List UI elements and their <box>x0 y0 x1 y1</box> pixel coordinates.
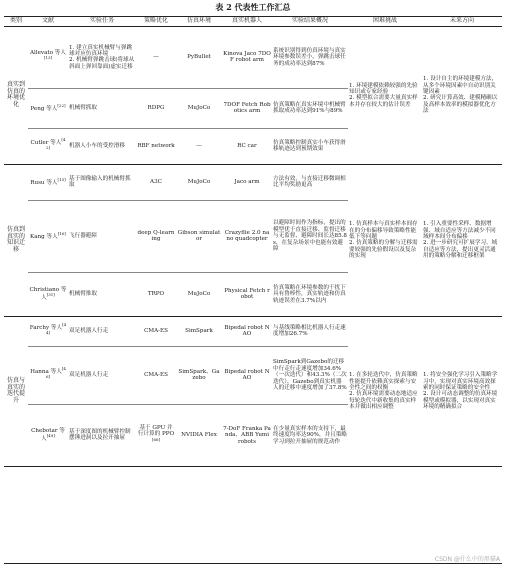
policy-cell <box>136 200 176 272</box>
reference-text: Peng 等人 <box>30 106 58 113</box>
robot-cell: Bipedal robot NAO <box>224 368 270 382</box>
result-cell: 系统识别得到仿真环境与真实环境参数误差小，弹跳击球任务的成功率达到87% <box>273 47 346 67</box>
header-cell: 文献 <box>28 17 68 27</box>
citation-marker: [66] <box>151 436 161 442</box>
reference-text: Rusu 等人 <box>30 180 58 187</box>
policy-cell <box>136 272 176 316</box>
challenge-cell: 1. 仿真样本与真实样本间存在的分布偏移导致策略性能低下等问题 2. 仿真策略的分解与迁移需要较强的先验假设以及复杂的实现 <box>349 221 418 260</box>
policy-text: RDPG <box>147 105 165 112</box>
robot-cell: Kinova Jaco 7DOF robot arm <box>223 50 271 64</box>
reference-cell <box>28 346 68 404</box>
future-cell: 1. 设计自主的环境建模方法，从多个环境因素中自动识别关键因素 2. 研究计算高效、建模精确以及高样本效率的模拟器优化方法 <box>423 76 498 115</box>
reference-cell <box>28 128 68 164</box>
policy-cell <box>136 164 176 200</box>
table-row <box>4 26 502 88</box>
result-cell: 以避障时间作为指标，提出的模型优于直接迁移、监督迁移与无监督、避障时间长达85.8 s，在复杂场景中也能有效避障 <box>273 220 347 253</box>
robot-cell: 7-DoF Franka Panda、ABB Yumi robots <box>223 425 271 445</box>
table-row <box>4 316 502 346</box>
robot-cell: Crazyflie 2.0 nano quadcopter <box>224 229 270 243</box>
task-cell: 基于图像输入的机械臂抓取 <box>69 175 131 189</box>
reference-cell <box>28 200 68 272</box>
reference-cell <box>28 26 68 88</box>
result-cell: 仿真策略控制真实小车获得滑移轨迹达到预期效果 <box>273 139 346 153</box>
citation-marker: [15] <box>57 177 66 183</box>
robot-cell: Physical Fetch robot <box>224 287 270 301</box>
robot-cell: RC car <box>237 143 257 150</box>
citation-marker: [13] <box>43 55 53 61</box>
citation-marker: [31] <box>46 292 55 298</box>
result-cell: 在少量真实样本的支持下，最终速度均率达90%，并且策略学习到拉开抽屉的规范动作 <box>273 425 347 445</box>
reference-text: Cutler 等人 <box>30 139 62 146</box>
robot-cell: Jaco arm <box>234 179 260 186</box>
policy-text: — <box>153 54 159 61</box>
reference-cell <box>28 88 68 128</box>
header-cell: 类别 <box>4 17 28 27</box>
reference-text: Allevato 等人 <box>29 50 66 57</box>
result-cell: 仿真策略在真实环境中机械臂抓取成功率达到91%与89% <box>273 101 346 115</box>
watermark: CSDN @什么中的黑猫A <box>434 556 500 563</box>
category-cell: 仿真到真实的知识迁移 <box>6 225 25 254</box>
header-row <box>4 17 502 27</box>
policy-cell <box>136 88 176 128</box>
header-cell: 真实机器人 <box>222 17 272 27</box>
table-title: 表 2 代表性工作汇总 <box>215 2 291 12</box>
table-row <box>4 164 502 200</box>
reference-cell <box>28 316 68 346</box>
policy-cell <box>136 316 176 346</box>
header-cell: 仿真环境 <box>176 17 222 27</box>
robot-cell: Bipedal robot NAO <box>224 324 270 338</box>
robot-cell: 7DOF Fetch Robotics arm <box>223 101 271 115</box>
citation-marker: [42] <box>45 137 66 151</box>
citation-marker: [16] <box>57 231 66 237</box>
policy-text: RBF network <box>137 143 175 150</box>
task-cell: 基于深度图的机械臂控制摆锤进洞以及拉开抽屉 <box>69 428 131 442</box>
policy-text: 基于 GPU 并行计算的 PPO <box>137 424 175 438</box>
header-cell: 实验结果概况 <box>272 17 348 27</box>
policy-text: CMA-ES <box>144 372 168 379</box>
policy-text: A3C <box>150 179 162 186</box>
sim-env-cell: MuJoCo <box>187 291 211 298</box>
citation-marker: [49] <box>46 433 55 439</box>
task-cell: 机械臂抓取 <box>69 105 97 112</box>
policy-cell <box>136 128 176 164</box>
header-cell: 策略优化 <box>136 17 176 27</box>
result-cell: 与基线策略相比机器人行走速度增加26.7% <box>273 324 346 338</box>
citation-marker: [22] <box>57 103 66 109</box>
reference-text: Farchy 等人 <box>29 324 63 331</box>
result-cell: 仿真策略在环境参数的干扰下具有鲁棒性，真实轨迹和仿真轨迹误差在3.7%以内 <box>273 284 346 304</box>
header-cell: 未来方向 <box>422 17 502 27</box>
reference-text: Hanna 等人 <box>30 368 62 375</box>
policy-cell <box>136 404 176 466</box>
reference-text: Chebotar 等人 <box>31 428 65 443</box>
summary-table <box>4 16 502 467</box>
sim-env-cell: — <box>196 143 202 150</box>
task-cell: 双足机器人行走 <box>69 328 109 335</box>
future-cell: 1. 将安全强化学习引入策略学习中，实现对真实环境高效探索的同时保证策略的安全性 2. 设计可动态调整的仿真环境模型或模拟器，以实现对真实环境的精确拟合 <box>423 372 498 411</box>
result-cell: 方法有效，与直接迁移微调相比平均奖励更高 <box>273 175 346 189</box>
sim-env-cell: Gibson simulator <box>177 229 221 243</box>
result-cell: SimSpark到Gazebo的迁移中行走行走速度增加34.6%（一次迭代）和43.3%（二次迭代），Gazebo到真实机器人的迁移中速度增加了37.8% <box>273 359 347 392</box>
reference-text: Kang 等人 <box>30 234 58 241</box>
sim-env-cell: SimSpark、Gazebo <box>178 368 220 382</box>
reference-cell <box>28 404 68 466</box>
sim-env-cell: PyBullet <box>187 54 211 61</box>
task-cell: 机械臂推取 <box>69 291 97 298</box>
header-cell: 实验任务 <box>68 17 136 27</box>
sim-env-cell: MuJoCo <box>187 105 211 112</box>
sim-env-cell: SimSpark <box>185 328 213 335</box>
policy-cell <box>136 26 176 88</box>
task-cell: 双足机器人行走 <box>69 372 109 379</box>
category-cell: 仿真与真实的迭代提升 <box>6 376 25 405</box>
task-cell: 机器人小车的受控滑移 <box>69 143 125 150</box>
task-cell: 1. 建立真实机械臂与弹跳球对应仿真环境 2. 机械臂弹跳击球(将球从斜面上弹回靠面)虚实迁移 <box>69 44 135 70</box>
policy-text: TRPO <box>147 291 165 298</box>
policy-text: CMA-ES <box>144 328 168 335</box>
future-cell: 1. 引入重要性采样、数据增强、域自适应等方法减少不同域样本间分布偏移 2. 进一步研究可扩展学习、域自适应等方法，提出更灵活通用的策略分解和迁移框架 <box>423 221 498 260</box>
reference-cell <box>28 164 68 200</box>
policy-cell <box>136 346 176 404</box>
table-bottom-rule <box>4 563 502 564</box>
challenge-cell: 1. 在多轮迭代中，仿真策略性能提升依赖真实探索与安全性之间的权衡 2. 仿真环境需要动态地适应每轮迭代中新收集的真实样本并做出相应调整 <box>349 372 418 411</box>
policy-text: deep Q-learning <box>137 229 175 243</box>
citation-marker: [46] <box>45 366 66 380</box>
reference-cell <box>28 272 68 316</box>
challenge-cell: 1. 环境建模依赖较强的先验知识或专家经验 2. 模型拟合需要大量真实样本并存在较大的估计误差 <box>349 82 418 108</box>
header-cell: 困难挑战 <box>348 17 422 27</box>
sim-env-cell: MuJoCo <box>187 179 211 186</box>
reference-text: Christiano 等人 <box>29 287 67 302</box>
task-cell: 飞行器避障 <box>69 233 97 240</box>
citation-marker: [44] <box>45 322 67 336</box>
sim-env-cell: NVIDIA Flex <box>181 432 217 439</box>
category-cell: 真实到仿真的环境优化 <box>6 80 25 109</box>
